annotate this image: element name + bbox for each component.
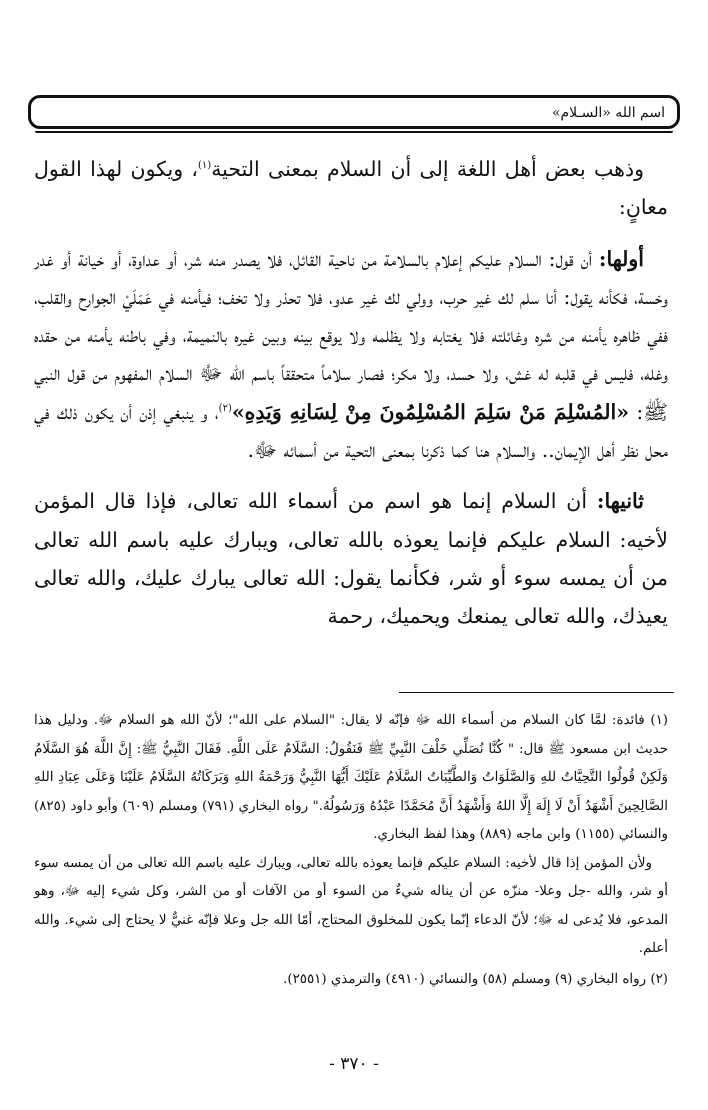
- second-meaning-text: أن السلام إنما هو اسم من أسماء الله تعالى، فإذا قال المؤمن لأخيه: السلام عليكم فإنما يعوذه بالله تعالى، ويبارك عليه باسم الله تعالى من أن يمسه سوء أو شر، فكأنما يقول: الله تعالى يبارك عليك، والله تعالى يعيذك، والله تعالى يمنعك ويحميك، رحمة: [34, 489, 668, 629]
- footnote-2: (٢) رواه البخاري (٩) ومسلم (٥٨) والنسائي (٤٩١٠) والترمذي (٢٥٥١).: [283, 971, 668, 987]
- intro-text: وذهب بعض أهل اللغة إلى أن السلام بمعنى التحية: [211, 157, 644, 181]
- second-meaning-lead: ثانيها:: [596, 489, 644, 514]
- footnote-1: (١) فائدة: لمَّا كان السلام من أسماء الله ﷻ فإنّه لا يقال: "السلام على الله"؛ لأنّ الله هو السلام ﷻ. ودليل هذا حديث ابن مسعود ﷺ قال: " كُنَّا نُصَلِّي خَلْفَ النَّبِيِّ ﷺ فَنَقُولُ: السَّلَامُ عَلَى اللَّهِ. فَقَالَ النَّبِيُّ ﷺ: إِنَّ اللَّهَ هُوَ السَّلَامُ وَلَكِنْ قُولُوا التَّحِيَّاتُ للهِ وَالصَّلَوَاتُ وَالطَّيِّبَاتُ السَّلَامُ عَلَيْكَ أَيُّهَا النَّبِيُّ وَرَحْمَةُ اللهِ وَبَرَكَاتُهُ السَّلَامُ عَلَيْنَا وَعَلَى عِبَادِ اللهِ الصَّالِحِينَ أَشْهَدُ أَنْ لَا إِلَهَ إِلَّا اللهُ وَأَشْهَدُ أَنَّ مُحَمَّدًا عَبْدُهُ وَرَسُولُهُ." رواه البخاري (٧٩١) ومسلم (٦٠٩) وأبو داود (٨٢٥) والنسائي (١١٥٥) وابن ماجه (٨٨٩) وهذا لفظ البخاري.: [34, 713, 668, 842]
- hadith-quote: «المُسْلِمَ مَنْ سَلِمَ المُسْلِمُونَ مِنْ لِسَانِهِ وَيَدِهِ»: [231, 399, 630, 424]
- footnote-separator: [399, 692, 674, 693]
- first-meaning-text: أن قول: السلام عليكم إعلام بالسلامة من ناحية القائل، فلا يصدر منه شر، أو عداوة، أو خيانة أو غدر وخسة، فكأنه يقول: أنا سلم لك غير حرب، وولي لك غير عدو، فلا تحذر ولا تخف؛ فيأمنه في عَمَلَيْ الجوارح والقلب، ففي ظاهره يأمنه من شره وغائلته فلا يغتابه ولا يظلمه ولا يوقع بينه وبين غيره بالنميمة، وفي باطنه يأمنه من حقده وغله، فليس في قلبه له غش، ولا حسد، ولا مكر؛ فصار سلاماً متحققاً باسم الله ﷻ السلام المفهوم من قول النبي ﷺ:: [34, 246, 669, 424]
- footnote-1-continued: ولأن المؤمن إذا قال لأخيه: السلام عليكم فإنما يعوذه بالله تعالى، ويبارك عليه باسم الله تعالى من أن يمسه سوء أو شر، والله -جل وعلا- منزّه عن أن يناله شيءٌ من السوء أو من الآفات أو من الشر، وكل شيء إليه ﷻ، وهو المدعو، فلا يُدعى له ﷻ؛ لأنّ الدعاء إنّما يكون للمخلوق المحتاج، أمّا الله جل وعلا فإنّه غنيٌّ لا يحتاج إلى شيء. والله أعلم.: [34, 855, 668, 956]
- first-meaning-lead: أولها:: [598, 246, 644, 271]
- first-meaning-paragraph: [34, 240, 668, 470]
- footnotes: [34, 707, 668, 994]
- second-meaning-paragraph: [34, 482, 668, 635]
- main-text: [34, 150, 668, 649]
- chapter-header-title: اسم الله «السـلام»: [551, 105, 665, 121]
- intro-text-end: ، ويكون لهذا القول معانٍ:: [34, 157, 668, 220]
- footnote-ref-2[interactable]: (٢): [218, 402, 232, 414]
- chapter-header-box: [28, 95, 680, 129]
- footnote-ref-1[interactable]: (١): [198, 160, 212, 172]
- first-meaning-text-end: ، و ينبغي إذن أن يكون ذلك في محل نظر أهل الإيمان.. والسلام هنا كما ذكرنا بمعنى التحية من أسمائه ﷻ.: [34, 399, 668, 463]
- intro-paragraph: [34, 150, 668, 227]
- page-number: - ٣٧٠ -: [329, 1054, 379, 1074]
